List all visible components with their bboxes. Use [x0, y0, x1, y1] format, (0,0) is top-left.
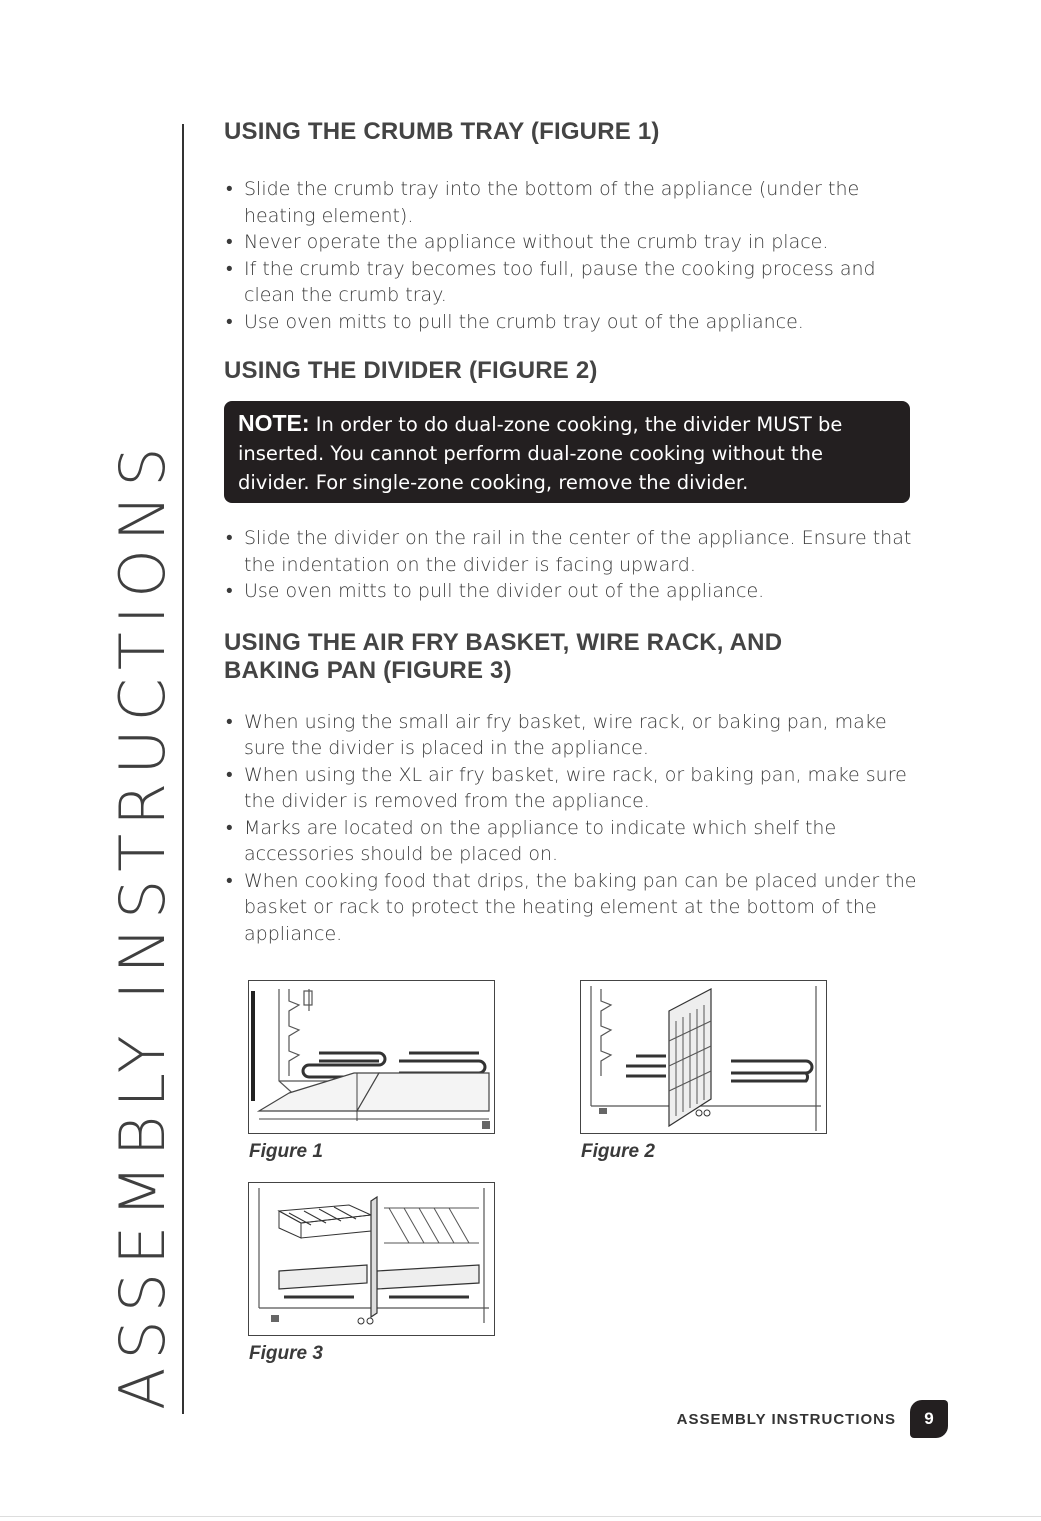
list-item: • Use oven mitts to pull the crumb tray out of the appliance.: [224, 309, 924, 336]
page-number-badge: 9: [910, 1400, 948, 1438]
list-item: • Never operate the appliance without the crumb tray in place.: [224, 229, 924, 256]
list-item: • When using the XL air fry basket, wire rack, or baking pan, make sure the divider is removed from the appliance.: [224, 762, 924, 815]
note-label: NOTE:: [238, 410, 310, 436]
basket-rack-pan-illustration: [249, 1183, 494, 1335]
list-item: • Slide the divider on the rail in the center of the appliance. Ensure that the indentation on the divider is facing upward.: [224, 525, 924, 578]
list-item: • When using the small air fry basket, wire rack, or baking pan, make sure the divider is placed in the appliance.: [224, 709, 924, 762]
crumb-tray-illustration: [249, 981, 494, 1133]
figure-3-image: [248, 1182, 495, 1336]
figure-2-image: [580, 980, 827, 1134]
side-divider-line: [182, 124, 184, 1414]
figure-3-caption: Figure 3: [249, 1343, 323, 1364]
list-item: • Use oven mitts to pull the divider out of the appliance.: [224, 578, 924, 605]
list-item: • Marks are located on the appliance to indicate which shelf the accessories should be placed on.: [224, 815, 924, 868]
note-text: In order to do dual-zone cooking, the divider MUST be inserted. You cannot perform dual-zone cooking without the divider. For single-zone cooking, remove the divider.: [238, 413, 843, 494]
figure-1-image: [248, 980, 495, 1134]
list-item: • If the crumb tray becomes too full, pause the cooking process and clean the crumb tray.: [224, 256, 924, 309]
list-item: • Slide the crumb tray into the bottom of the appliance (under the heating element).: [224, 176, 924, 229]
divider-list: [224, 525, 924, 605]
list-item: • When cooking food that drips, the baking pan can be placed under the basket or rack to protect the heating element at the bottom of the appliance.: [224, 868, 924, 948]
basket-list: [224, 709, 924, 948]
page-bottom-edge: [0, 1516, 1041, 1517]
divider-heading: USING THE DIVIDER (FIGURE 2): [224, 357, 598, 384]
divider-illustration: [581, 981, 826, 1133]
crumb-tray-heading: USING THE CRUMB TRAY (FIGURE 1): [224, 118, 660, 145]
figure-2-caption: Figure 2: [581, 1141, 655, 1162]
footer-section-label: ASSEMBLY INSTRUCTIONS: [676, 1411, 896, 1428]
note-box: [224, 401, 910, 503]
basket-heading: USING THE AIR FRY BASKET, WIRE RACK, AND BAKING PAN (FIGURE 3): [224, 628, 783, 684]
main-content: [224, 118, 924, 947]
crumb-tray-list: [224, 176, 924, 335]
side-section-title: ASSEMBLY INSTRUCTIONS: [106, 439, 179, 1410]
figure-1-caption: Figure 1: [249, 1141, 323, 1162]
